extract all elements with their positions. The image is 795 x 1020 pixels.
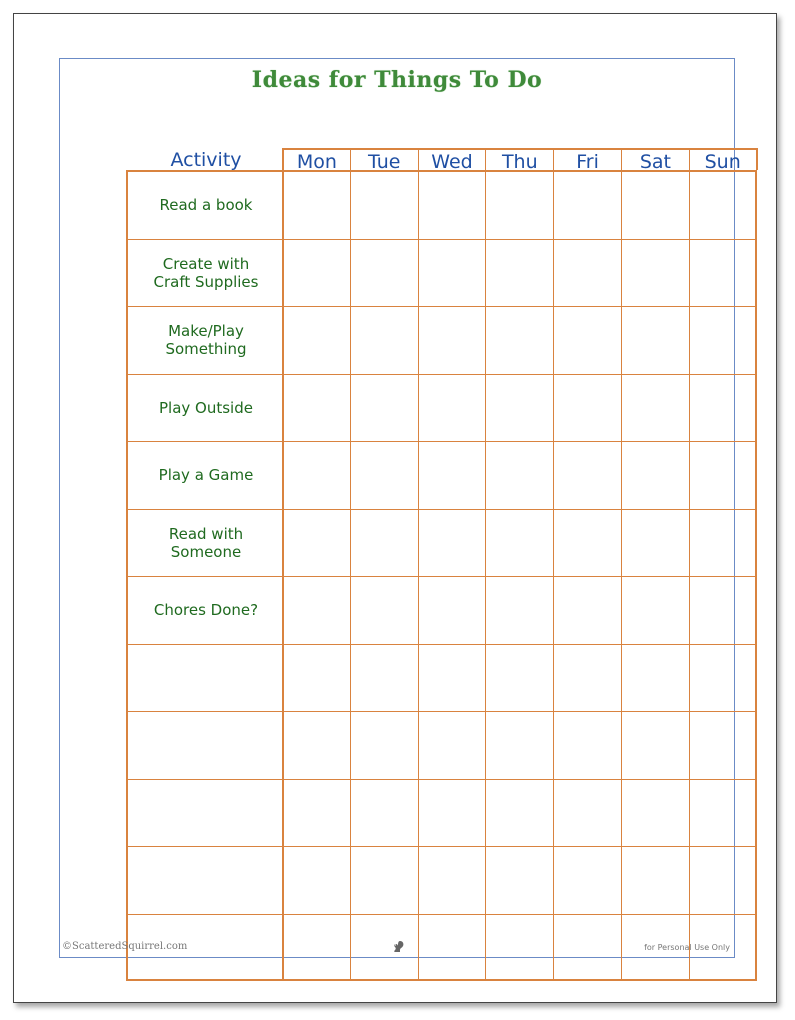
- checkbox-cell-wed[interactable]: [418, 780, 486, 847]
- day-header-thu: Thu: [485, 148, 553, 170]
- checkbox-cell-wed[interactable]: [418, 577, 486, 644]
- checkbox-cell-sun[interactable]: [689, 510, 757, 577]
- table-row: [128, 375, 755, 443]
- checkbox-cell-mon[interactable]: [282, 510, 350, 577]
- table-row: [128, 442, 755, 510]
- checkbox-cell-thu[interactable]: [485, 510, 553, 577]
- page-title: Ideas for Things To Do: [251, 67, 543, 93]
- checkbox-cell-thu[interactable]: [485, 915, 553, 983]
- table-row: [128, 307, 755, 375]
- checkbox-cell-sat[interactable]: [621, 645, 689, 712]
- checkbox-cell-wed[interactable]: [418, 307, 486, 374]
- usage-note: for Personal Use Only: [644, 943, 730, 952]
- table-row: [128, 172, 755, 240]
- grid-divider: [350, 172, 351, 979]
- activity-column-heading: Activity: [170, 149, 242, 171]
- grid-divider: [485, 172, 486, 979]
- checkbox-cell-fri[interactable]: [553, 847, 621, 914]
- checkbox-cell-tue[interactable]: [350, 915, 418, 983]
- checkbox-cell-sat[interactable]: [621, 307, 689, 374]
- checkbox-cell-thu[interactable]: [485, 847, 553, 914]
- activity-label: [128, 645, 284, 712]
- checkbox-cell-thu[interactable]: [485, 307, 553, 374]
- checkbox-cell-sun[interactable]: [689, 172, 757, 239]
- activity-label: Read with Someone: [168, 524, 244, 561]
- checkbox-cell-mon[interactable]: [282, 375, 350, 442]
- grid-body: [126, 170, 757, 981]
- checkbox-cell-thu[interactable]: [485, 780, 553, 847]
- checkbox-cell-tue[interactable]: [350, 307, 418, 374]
- checkbox-cell-tue[interactable]: [350, 645, 418, 712]
- table-row: [128, 240, 755, 308]
- checkbox-cell-sat[interactable]: [621, 172, 689, 239]
- checkbox-cell-mon[interactable]: [282, 307, 350, 374]
- checkbox-cell-sun[interactable]: [689, 375, 757, 442]
- checkbox-cell-sat[interactable]: [621, 510, 689, 577]
- checkbox-cell-fri[interactable]: [553, 510, 621, 577]
- checkbox-cell-sun[interactable]: [689, 240, 757, 307]
- checkbox-cell-sat[interactable]: [621, 712, 689, 779]
- grid-divider: [689, 172, 690, 979]
- table-row: [128, 510, 755, 578]
- checkbox-cell-mon[interactable]: [282, 645, 350, 712]
- checkbox-cell-sat[interactable]: [621, 240, 689, 307]
- checkbox-cell-mon[interactable]: [282, 915, 350, 983]
- checkbox-cell-tue[interactable]: [350, 712, 418, 779]
- checkbox-cell-tue[interactable]: [350, 172, 418, 239]
- checkbox-cell-wed[interactable]: [418, 375, 486, 442]
- checkbox-cell-fri[interactable]: [553, 712, 621, 779]
- grid-divider: [553, 172, 554, 979]
- checkbox-cell-thu[interactable]: [485, 712, 553, 779]
- checkbox-cell-sun[interactable]: [689, 307, 757, 374]
- checkbox-cell-thu[interactable]: [485, 375, 553, 442]
- activity-label: Make/Play Something: [165, 322, 247, 359]
- checkbox-cell-mon[interactable]: [282, 712, 350, 779]
- day-header-mon: Mon: [282, 148, 350, 170]
- checkbox-cell-sun[interactable]: [689, 645, 757, 712]
- checkbox-cell-mon[interactable]: [282, 847, 350, 914]
- checkbox-cell-tue[interactable]: [350, 375, 418, 442]
- checkbox-cell-tue[interactable]: [350, 442, 418, 509]
- checkbox-cell-fri[interactable]: [553, 240, 621, 307]
- checkbox-cell-fri[interactable]: [553, 375, 621, 442]
- day-header-fri: Fri: [553, 148, 621, 170]
- checkbox-cell-thu[interactable]: [485, 645, 553, 712]
- checkbox-cell-fri[interactable]: [553, 915, 621, 983]
- checkbox-cell-sun[interactable]: [689, 847, 757, 914]
- activity-label: [128, 780, 284, 847]
- checkbox-cell-mon[interactable]: [282, 172, 350, 239]
- table-row: [128, 712, 755, 780]
- activity-label: Play Outside: [159, 398, 253, 417]
- activity-label: Read a book: [159, 196, 253, 215]
- checkbox-cell-thu[interactable]: [485, 172, 553, 239]
- grid-divider: [282, 172, 284, 979]
- activity-label: Create with Craft Supplies: [153, 254, 259, 291]
- checkbox-cell-fri[interactable]: [553, 780, 621, 847]
- checkbox-cell-sat[interactable]: [621, 577, 689, 644]
- squirrel-icon: [391, 939, 405, 953]
- day-header-wed: Wed: [418, 148, 486, 170]
- checkbox-cell-thu[interactable]: [485, 442, 553, 509]
- page-frame: [59, 58, 741, 958]
- activity-label: [128, 847, 284, 914]
- checkbox-cell-sat[interactable]: [621, 847, 689, 914]
- checkbox-cell-thu[interactable]: [485, 577, 553, 644]
- day-header-sun: Sun: [689, 148, 758, 170]
- table-row: [128, 577, 755, 645]
- checkbox-cell-thu[interactable]: [485, 240, 553, 307]
- activity-label: [128, 712, 284, 779]
- checkbox-cell-wed[interactable]: [418, 712, 486, 779]
- checkbox-cell-tue[interactable]: [350, 510, 418, 577]
- checkbox-cell-tue[interactable]: [350, 577, 418, 644]
- table-row: [128, 645, 755, 713]
- activity-label: Play a Game: [158, 466, 254, 485]
- activity-label: Chores Done?: [153, 601, 259, 620]
- printable-page: [13, 13, 777, 1003]
- day-header-sat: Sat: [621, 148, 689, 170]
- copyright-text: ©ScatteredSquirrel.com: [62, 941, 188, 952]
- checkbox-cell-wed[interactable]: [418, 240, 486, 307]
- checkbox-cell-tue[interactable]: [350, 847, 418, 914]
- checkbox-cell-sun[interactable]: [689, 780, 757, 847]
- checkbox-cell-mon[interactable]: [282, 780, 350, 847]
- checkbox-cell-sun[interactable]: [689, 712, 757, 779]
- checkbox-cell-tue[interactable]: [350, 240, 418, 307]
- checkbox-cell-wed[interactable]: [418, 645, 486, 712]
- checkbox-cell-wed[interactable]: [418, 915, 486, 983]
- checkbox-cell-fri[interactable]: [553, 645, 621, 712]
- checkbox-cell-wed[interactable]: [418, 442, 486, 509]
- table-row: [128, 780, 755, 848]
- checkbox-cell-mon[interactable]: [282, 442, 350, 509]
- checkbox-cell-mon[interactable]: [282, 577, 350, 644]
- checkbox-cell-sat[interactable]: [621, 442, 689, 509]
- checkbox-cell-fri[interactable]: [553, 442, 621, 509]
- day-header-tue: Tue: [350, 148, 418, 170]
- grid-divider: [621, 172, 622, 979]
- checkbox-cell-fri[interactable]: [553, 307, 621, 374]
- checkbox-cell-tue[interactable]: [350, 780, 418, 847]
- checkbox-cell-wed[interactable]: [418, 172, 486, 239]
- checkbox-cell-sat[interactable]: [621, 780, 689, 847]
- checkbox-cell-sat[interactable]: [621, 375, 689, 442]
- table-row: [128, 847, 755, 915]
- checkbox-cell-sun[interactable]: [689, 442, 757, 509]
- checkbox-cell-wed[interactable]: [418, 847, 486, 914]
- checkbox-cell-sun[interactable]: [689, 577, 757, 644]
- checkbox-cell-fri[interactable]: [553, 172, 621, 239]
- checkbox-cell-wed[interactable]: [418, 510, 486, 577]
- checkbox-cell-fri[interactable]: [553, 577, 621, 644]
- checkbox-cell-mon[interactable]: [282, 240, 350, 307]
- grid-divider: [418, 172, 419, 979]
